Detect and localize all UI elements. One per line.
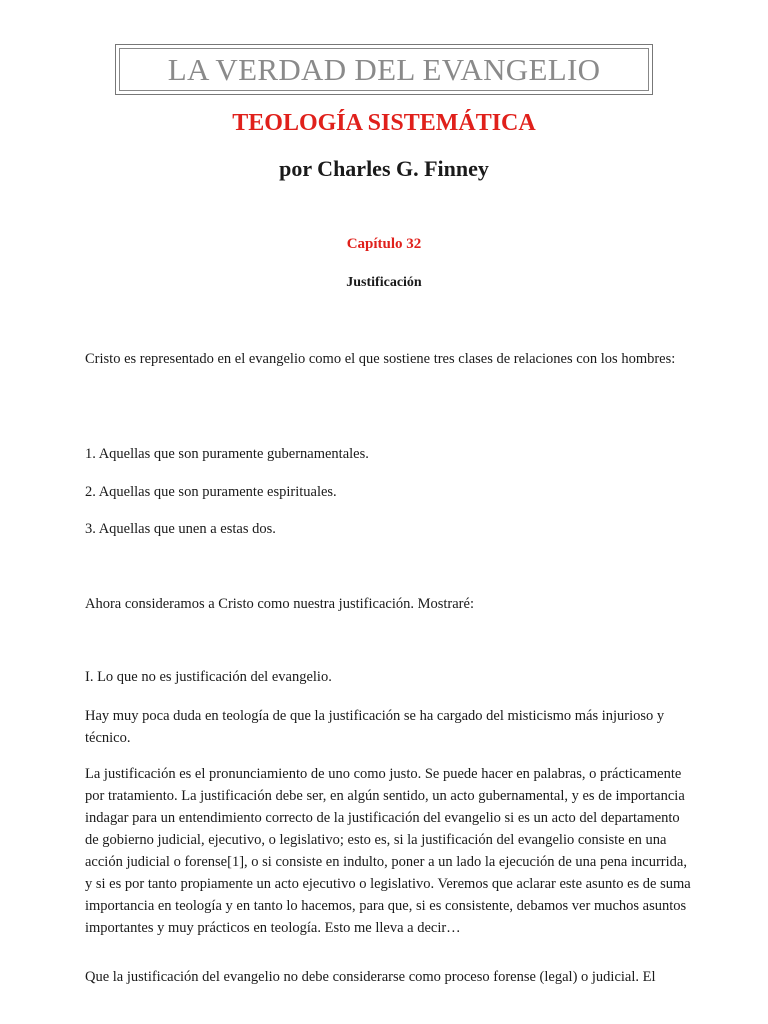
paragraph: La justificación es el pronunciamiento de uno como justo. Se puede hacer en palabras, o prácticamente por tratamiento. La justificación debe ser, en algún sentido, un acto gubernamental, y es de importancia indagar para un entendimiento correcto de la justificación del evangelio si es un acto del departamento de gobierno judicial, ejecutivo, o legislativo; esto es, si la justificación del evangelio consiste en una acción judicial o forense[1], o si consiste en indulto, poner a un lado la ejecución de una pena incurrida, y si es por tanto propiamente un acto ejecutivo o legislativo. Veremos que aclarar este asunto es de suma importancia en teología y en tanto lo hacemos, para que, si es consistente, debamos ver muchos asuntos importantes y muy prácticos en teología. Esto me lleva a decir… bbox=[85, 766, 691, 936]
chapter-title: Justificación bbox=[346, 275, 422, 290]
site-title-frame bbox=[119, 48, 649, 91]
site-title: LA VERDAD DEL EVANGELIO bbox=[167, 52, 601, 87]
paragraph-intro: Cristo es representado en el evangelio como el que sostiene tres clases de relaciones con los hombres: bbox=[85, 351, 676, 367]
book-author: por Charles G. Finney bbox=[279, 156, 489, 181]
list-item: 1. Aquellas que son puramente gubernamentales. bbox=[85, 446, 369, 462]
paragraph: Hay muy poca duda en teología de que la justificación se ha cargado del misticismo más injurioso y técnico. bbox=[85, 708, 665, 746]
chapter-label: Capítulo 32 bbox=[346, 236, 422, 252]
section-heading: I. Lo que no es justificación del evangelio. bbox=[85, 669, 332, 685]
paragraph: Ahora consideramos a Cristo como nuestra justificación. Mostraré: bbox=[85, 596, 474, 612]
list-item: 2. Aquellas que son puramente espirituales. bbox=[85, 484, 337, 500]
list-item: 3. Aquellas que unen a estas dos. bbox=[85, 521, 276, 537]
paragraph: Que la justificación del evangelio no debe considerarse como proceso forense (legal) o judicial. El bbox=[85, 969, 656, 985]
book-title: TEOLOGÍA SISTEMÁTICA bbox=[232, 110, 536, 136]
site-title-box bbox=[115, 44, 653, 95]
